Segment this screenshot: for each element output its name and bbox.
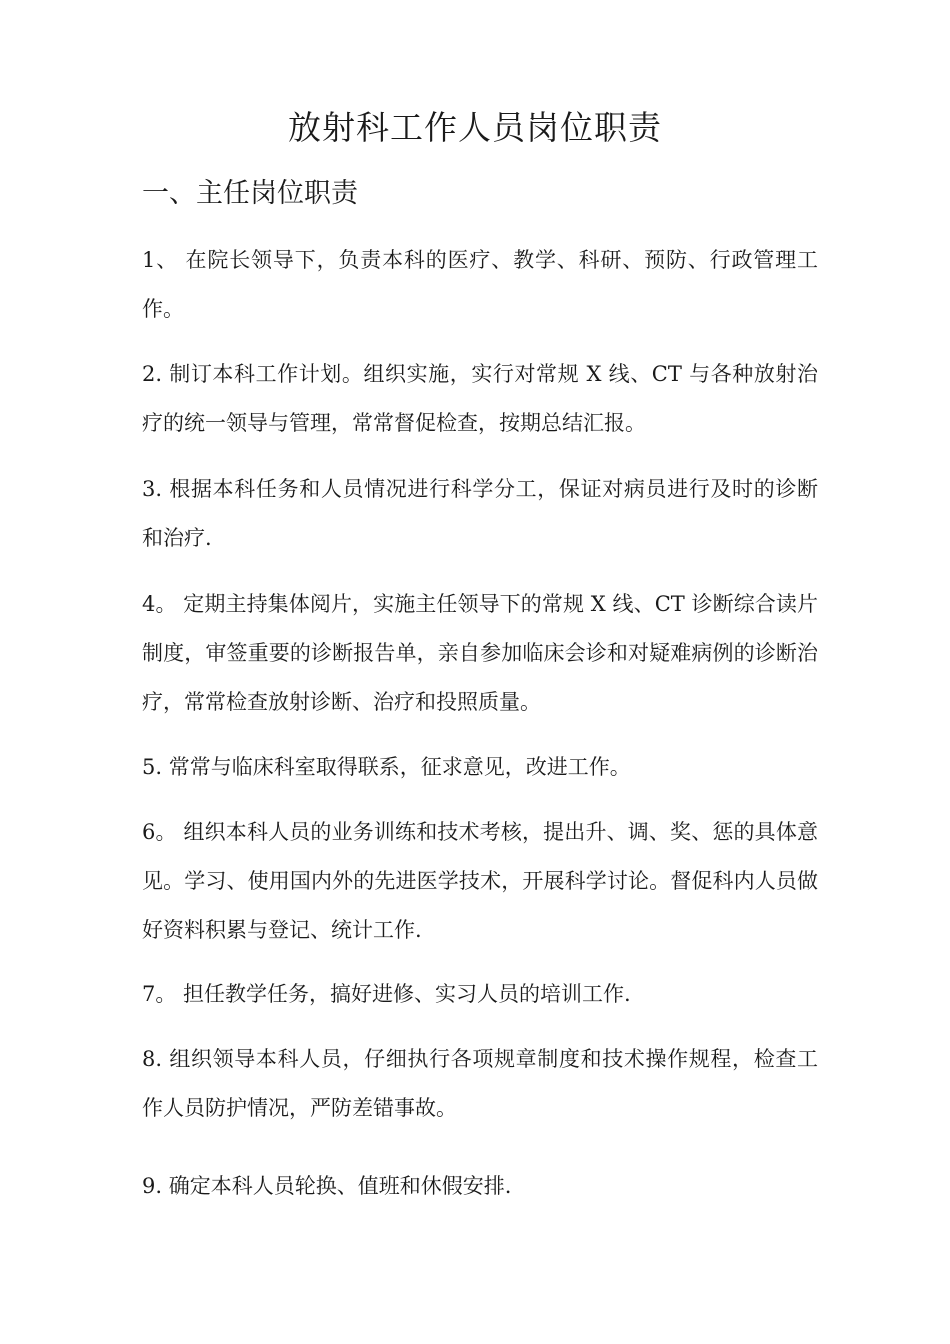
paragraph-6: 6。 组织本科人员的业务训练和技术考核，提出升、调、奖、惩的具体意见。学习、使用国内外的先进医学技术，开展科学讨论。督促科内人员做好资料积累与登记、统计工作. (142, 820, 818, 942)
paragraph-8: 8. 组织领导本科人员，仔细执行各项规章制度和技术操作规程，检查工作人员防护情况，严防差错事故。 (142, 1047, 818, 1120)
section-heading: 一、主任岗位职责 (142, 178, 358, 209)
paragraph-3: 3. 根据本科任务和人员情况进行科学分工，保证对病员进行及时的诊断和治疗. (142, 477, 818, 550)
paragraph-7: 7。 担任教学任务，搞好进修、实习人员的培训工作. (142, 982, 631, 1006)
page-title: 放射科工作人员岗位职责 (288, 108, 662, 147)
paragraph-1: 1、 在院长领导下，负责本科的医疗、教学、科研、预防、行政管理工作。 (142, 248, 818, 321)
paragraph-4: 4。 定期主持集体阅片，实施主任领导下的常规 X 线、CT 诊断综合读片制度，审签重要的诊断报告单，亲自参加临床会诊和对疑难病例的诊断治疗，常常检查放射诊断、治疗和投照质量。 (142, 592, 818, 714)
paragraph-9: 9. 确定本科人员轮换、值班和休假安排. (142, 1174, 512, 1198)
paragraph-5: 5. 常常与临床科室取得联系，征求意见，改进工作。 (142, 755, 631, 779)
paragraph-2: 2. 制订本科工作计划。组织实施，实行对常规 X 线、CT 与各种放射治疗的统一领导与管理，常常督促检查，按期总结汇报。 (142, 362, 818, 435)
